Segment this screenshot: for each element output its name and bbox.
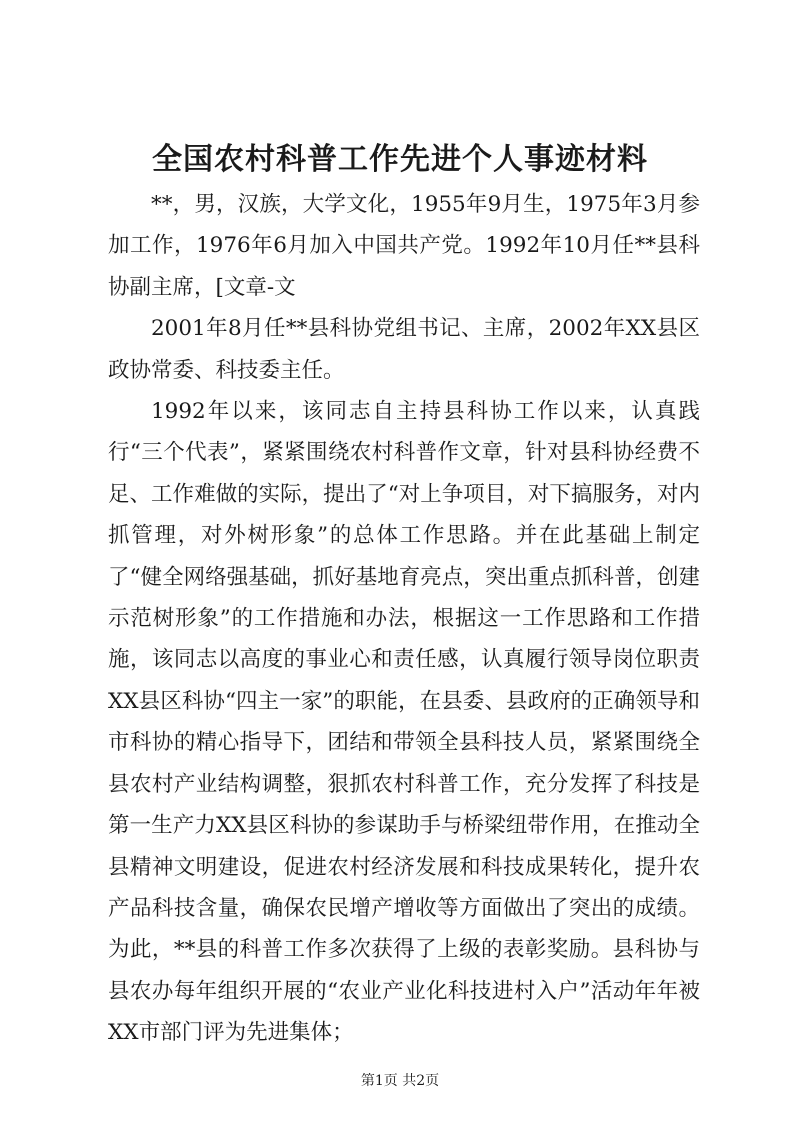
paragraph-achievements: 1992年以来，该同志自主持县科协工作以来，认真践行“三个代表”，紧紧围绕农村科普作文章，针对县科协经费不足、工作难做的实际，提出了“对上争项目，对下搞服务，对内抓管理，对外树形象”的总体工作思路。并在此基础上制定了“健全网络强基础，抓好基地育亮点，突出重点抓科普，创建示范树形象”的工作措施和办法，根据这一工作思路和工作措施，该同志以高度的事业心和责任感，认真履行领导岗位职责XX县区科协“四主一家”的职能，在县委、县政府的正确领导和市科协的精心指导下，团结和带领全县科技人员，紧紧围绕全县农村产业结构调整，狠抓农村科普工作，充分发挥了科技是第一生产力XX县区科协的参谋助手与桥梁纽带作用，在推动全县精神文明建设，促进农村经济发展和科技成果转化，提升农产品科技含量，确保农民增产增收等方面做出了突出的成绩。为此，**县的科普工作多次获得了上级的表彰奖励。县科协与县农办每年组织开展的“农业产业化科技进村入户”活动年年被XX市部门评为先进集体； (108, 399, 700, 1046)
document-title: 全国农村科普工作先进个人事迹材料 (152, 142, 648, 177)
paragraph-personal-info: **，男，汉族，大学文化，1955年9月生，1975年3月参加工作，1976年6月加入中国共产党。1992年10月任**县科协副主席，[文章-文 (108, 192, 700, 300)
paragraph-positions: 2001年8月任**县科协党组书记、主席，2002年XX县区政协常委、科技委主任。 (108, 316, 700, 383)
document-body (108, 184, 700, 1054)
page-number-footer: 第1页 共2页 (360, 1073, 440, 1089)
